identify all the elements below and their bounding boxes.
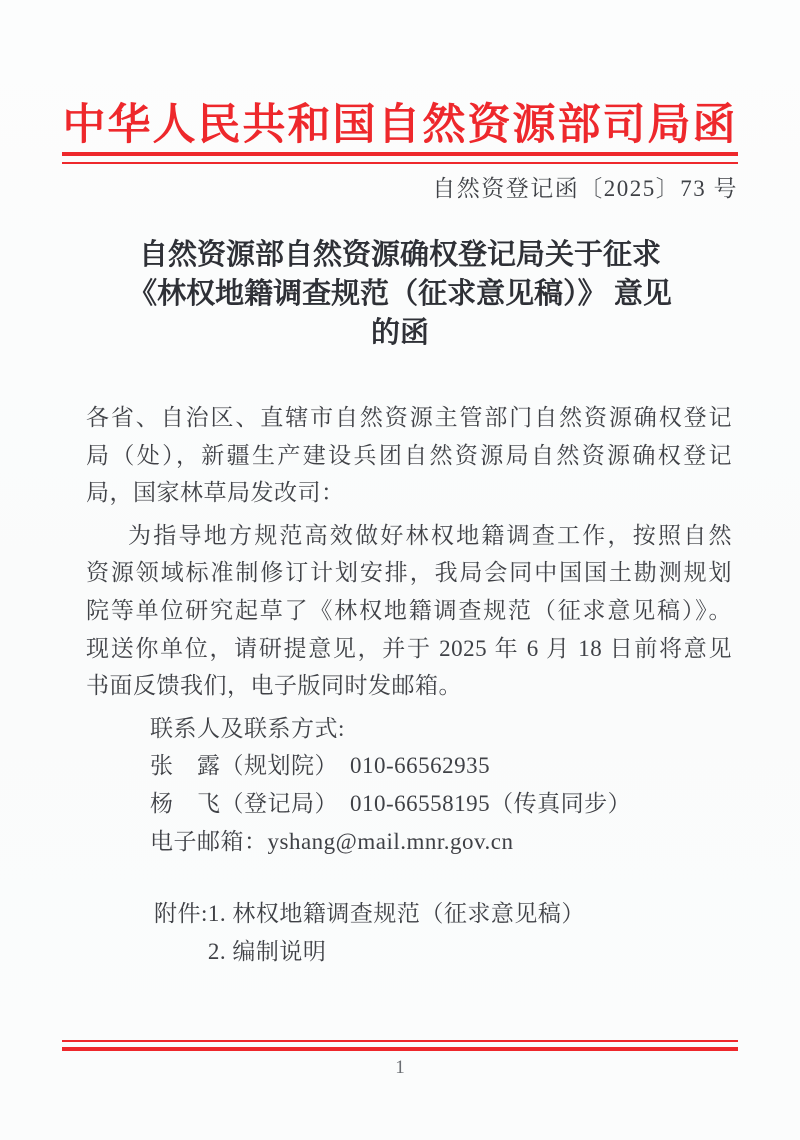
header-rule-thin	[62, 162, 738, 164]
body-line-4: 现送你单位，请研提意见，并于 2025 年 6 月 18 日前将意见	[86, 635, 732, 661]
letter-body	[86, 399, 732, 970]
page-number: 1	[395, 1057, 405, 1078]
contact-person-1: 张 露（规划院） 010-66562935	[150, 753, 491, 779]
document-title-line-2: 《林权地籍调查规范（征求意见稿）》 意见	[128, 278, 672, 310]
attachments-block	[154, 895, 732, 970]
attachments-label: 附件:	[154, 901, 208, 927]
attachment-item-2: 2. 编制说明	[207, 938, 327, 964]
main-paragraph	[86, 517, 732, 705]
document-title-line-3: 的函	[370, 317, 429, 349]
contact-block	[150, 710, 732, 860]
body-line-3: 院等单位研究起草了《林权地籍调查规范（征求意见稿）》。	[86, 597, 732, 623]
attachments-list	[208, 895, 585, 970]
recipients-paragraph	[86, 399, 732, 512]
contact-person-2: 杨 飞（登记局） 010-66558195（传真同步）	[150, 790, 632, 816]
contact-email: 电子邮箱：yshang@mail.mnr.gov.cn	[150, 828, 514, 854]
body-line-2: 资源领域标准制修订计划安排，我局会同中国国土勘测规划	[86, 560, 732, 586]
header-rule-thick	[62, 152, 738, 156]
contact-heading: 联系人及联系方式:	[150, 715, 345, 741]
body-line-1: 为指导地方规范高效做好林权地籍调查工作，按照自然	[128, 522, 732, 548]
recipients-line-3: 局，国家林草局发改司：	[86, 480, 345, 506]
recipients-line-2: 局（处），新疆生产建设兵团自然资源局自然资源确权登记	[86, 442, 732, 468]
attachment-item-1: 1. 林权地籍调查规范（征求意见稿）	[207, 901, 585, 927]
body-line-5: 书面反馈我们，电子版同时发邮箱。	[86, 673, 462, 699]
document-title	[70, 236, 730, 353]
recipients-line-1: 各省、自治区、直辖市自然资源主管部门自然资源确权登记	[86, 405, 732, 430]
footer-rule-thick	[62, 1047, 738, 1051]
document-title-line-1: 自然资源部自然资源确权登记局关于征求	[138, 239, 661, 271]
letterhead-title: 中华人民共和国自然资源部司局函	[62, 102, 738, 149]
footer-rule-thin	[62, 1040, 738, 1042]
document-number: 自然资登记函〔2025〕73 号	[432, 176, 738, 201]
